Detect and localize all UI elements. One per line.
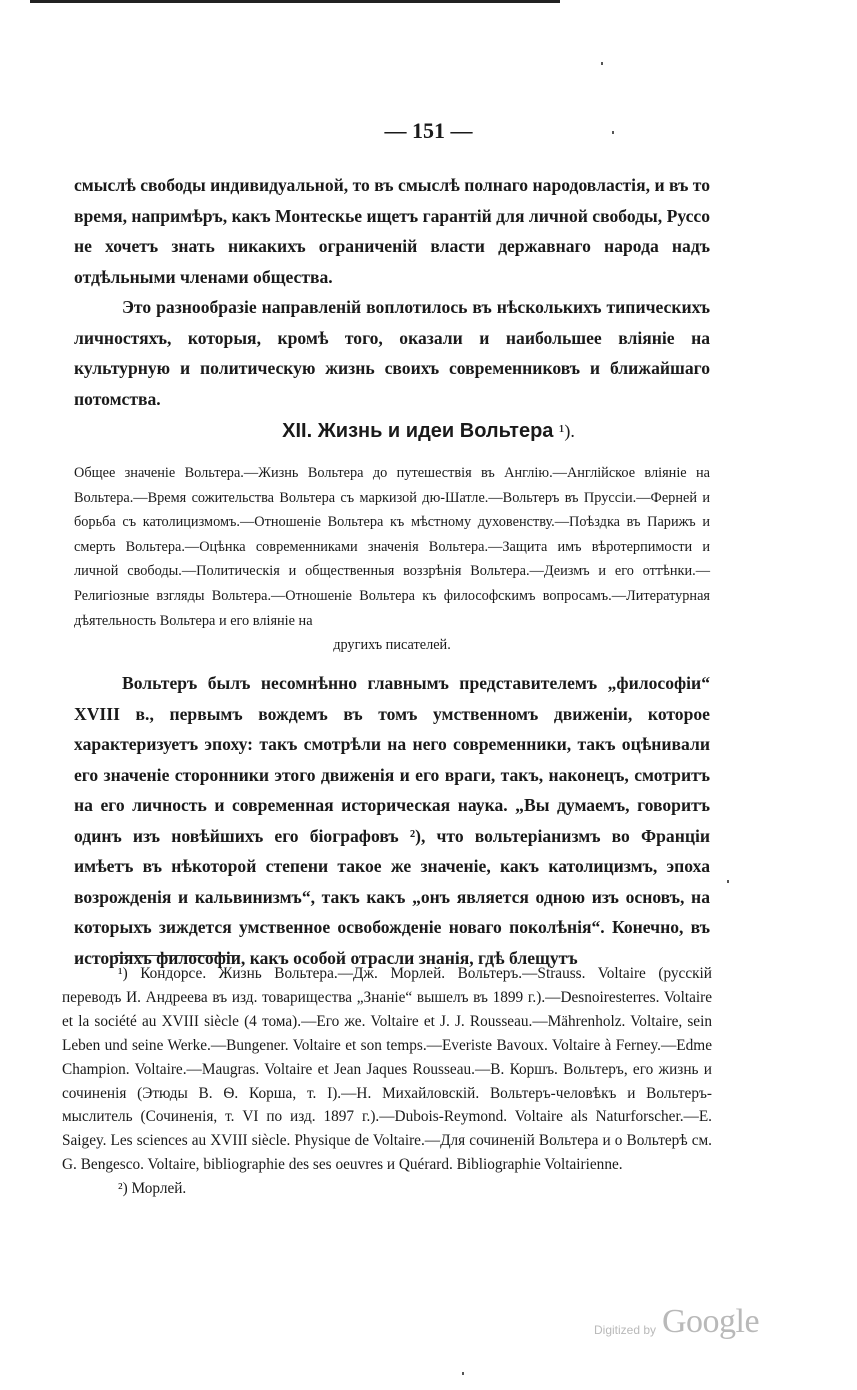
chapter-heading — [0, 420, 857, 443]
google-logo: Google — [662, 1303, 760, 1340]
top-border-line — [30, 0, 560, 3]
print-speck — [462, 1372, 464, 1375]
footnote-2: ²) Морлей. — [118, 1180, 187, 1198]
chapter-summary — [74, 461, 710, 658]
watermark-prefix: Digitized by — [594, 1323, 657, 1337]
intro-text — [74, 170, 710, 414]
chapter-summary-last-line: другихъ писателей. — [333, 637, 451, 654]
footnotes — [62, 962, 712, 1201]
print-speck — [601, 62, 603, 65]
chapter-title: XII. Жизнь и идеи Вольтера — [282, 420, 554, 442]
footnote-1: ¹) Кондорсе. Жизнь Вольтера.—Дж. Морлей. Вольтеръ.—Strauss. Voltaire (русскій переводъ И. Андреева въ изд. товарищества „Знаніе“ вышелъ въ 1899 г.).—Desnoiresterres. Voltaire et la société au XVIII siècle (4 тома).—Его же. Voltaire et J. J. Rousseau.—Mährenholz. Voltaire, sein Leben und seine Werke.—Bungener. Voltaire et son temps.—Everiste Bavoux. Voltaire à Ferney.—Edme Champion. Voltaire.—Maugras. Voltaire et Jean Jaques Rousseau.—В. Коршъ. Вольтеръ, его жизнь и сочиненія (Этюды В. Ѳ. Корша, т. I).—Н. Михайловскій. Вольтеръ-человѣкъ и Вольтеръ-мыслитель (Сочиненія, т. VI по изд. 1897 г.).—Dubois-Reymond. Voltaire als Naturforscher.—E. Saigey. Les sciences au XVIII siècle. Physique de Voltaire.—Для сочиненій Вольтера и о Вольтерѣ см. G. Bengesco. Voltaire, bibliographie des ses oeuvres и Quérard. Bibliographie Voltairienne. — [62, 965, 712, 1174]
intro-paragraph-1: смыслѣ свободы индивидуальной, то въ смыслѣ полнаго народовластія, и въ то время, напримѣръ, какъ Монтескье ищетъ гарантій для личной свободы, Руссо не хочетъ знать никакихъ ограниченій власти державнаго народа надъ отдѣльными членами общества. — [74, 175, 710, 287]
print-speck — [727, 880, 729, 883]
main-paragraph: Вольтеръ былъ несомнѣнно главнымъ представителемъ „философіи“ XVIII в., первымъ вождемъ въ томъ умственномъ движеніи, которое характеризуетъ эпоху: такъ смотрѣли на него современники, такъ оцѣнивали его значеніе сторонники этого движенія и его враги, такъ, наконецъ, смотритъ на его личность и современная историческая наука. „Вы думаемъ, говоритъ одинъ изъ новѣйшихъ его біографовъ ²), что вольтеріанизмъ во Франціи имѣетъ въ нѣкоторой степени такое же значеніе, какъ католицизмъ, эпоха возрожденія и кальвинизмъ“, такъ какъ „онъ является одною изъ основъ, на которыхъ зиждется умственное освобожденіе новаго поколѣнія“. Конечно, въ исторіяхъ философіи, какъ особой отрасли знанія, гдѣ блещутъ — [74, 673, 710, 968]
page-number: — 151 — — [384, 118, 473, 143]
digitized-by-google-watermark — [594, 1303, 774, 1343]
footnote-separator — [114, 955, 240, 956]
print-speck — [612, 131, 614, 134]
intro-paragraph-2: Это разнообразіе направленій воплотилось въ нѣсколькихъ типическихъ личностяхъ, которыя, кромѣ того, оказали и наибольшее вліяніе на культурную и политическую жизнь своихъ современниковъ и ближайшаго потомства. — [74, 297, 710, 409]
chapter-footnote-ref: ¹). — [558, 421, 575, 441]
chapter-summary-text: Общее значеніе Вольтера.—Жизнь Вольтера до путешествія въ Англію.—Англійское вліяніе на Вольтера.—Время сожительства Вольтера съ маркизой дю-Шатле.—Вольтеръ въ Пруссіи.—Ферней и борьба съ католицизмомъ.—Отношеніе Вольтера къ мѣстному духовенству.—Поѣздка въ Парижъ и смерть Вольтера.—Оцѣнка современниками значенія Вольтера.—Защита имъ вѣротерпимости и личной свободы.—Политическія и общественныя воззрѣнія Вольтера.—Деизмъ и его оттѣнки.—Религіозные взгляды Вольтера.—Отношеніе Вольтера къ философскимъ вопросамъ.—Литературная дѣятельность Вольтера и его вліяніе на — [74, 465, 710, 629]
